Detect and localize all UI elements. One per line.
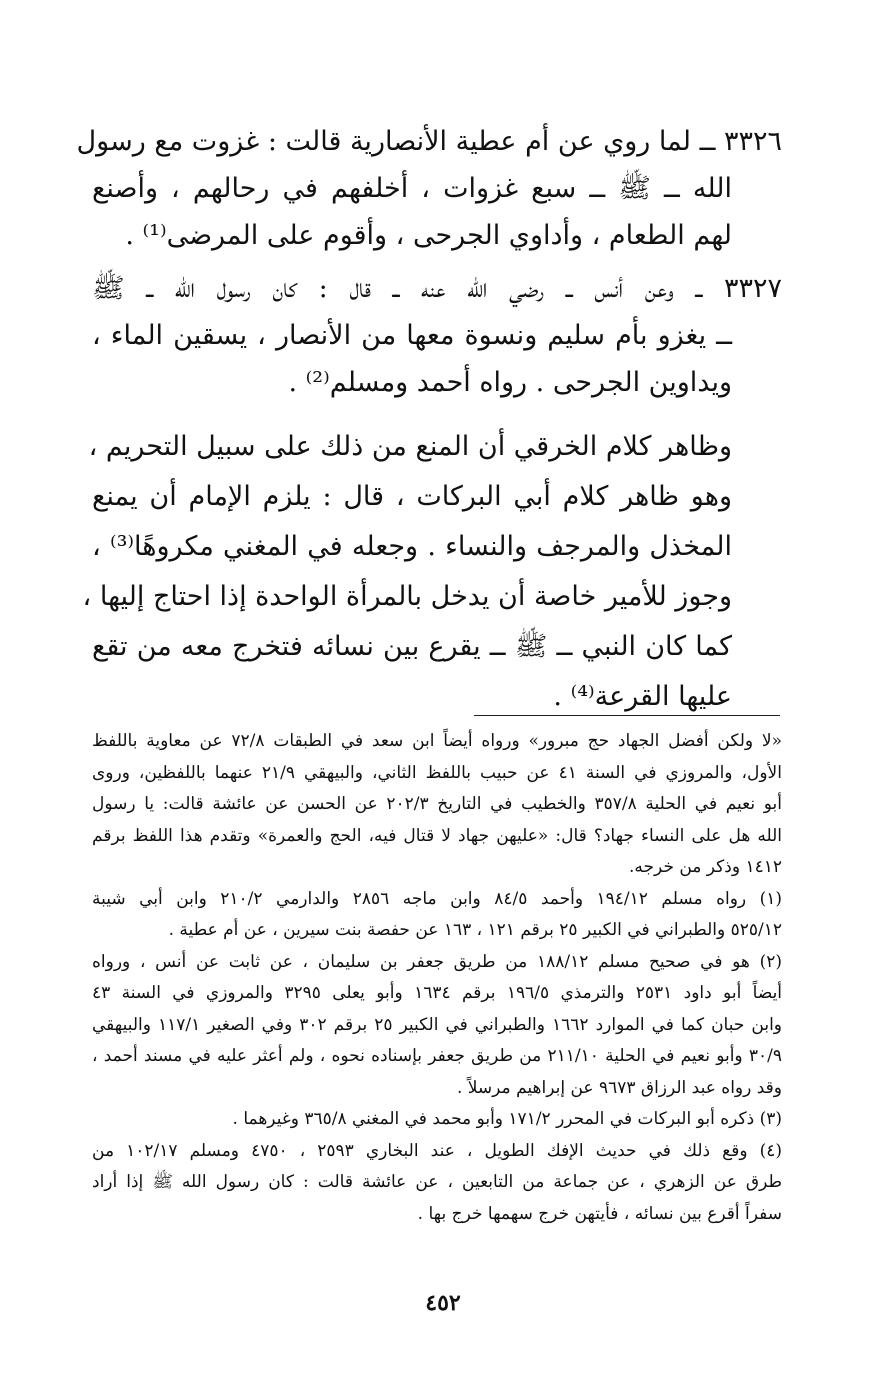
footnote-line: «لا ولكن أفضل الجهاد حج مبرور» ورواه أيضاً ابن سعد في الطبقات ٧٢/٨ عن معاوية باللفظ (92, 731, 782, 751)
footnote-line: الله هل على النساء جهاد؟ قال: «عليهن جهاد لا قتال فيه، الحج والعمرة» وتقدم هذا اللفظ برقم (92, 825, 782, 846)
text-line: ــ يغزو بأم سليم ونسوة معها من الأنصار ، يسقين الماء ، (92, 320, 732, 351)
main-text (76, 118, 782, 722)
footnote-line: (٤) وقع ذلك في حديث الإفك الطويل ، عند البخاري ٢٥٩٣ ، ٤٧٥٠ ومسلم ١٠٢/١٧ من (92, 1140, 783, 1161)
footnote-line: ٥٢٥/١٢ والطبراني في الكبير ٢٥ برقم ١٢١ ، ١٦٣ عن حفصة بنت سيرين ، عن أم عطية . (168, 920, 782, 940)
footnote-line: وقد رواه عبد الرزاق ٩٦٧٣ عن إبراهيم مرسلاً . (456, 1077, 782, 1098)
footnote-line: أبو نعيم في الحلية ٣٥٧/٨ والخطيب في التاريخ ٢٠٢/٣ عن الحسن عن عائشة قالت: يا رسول (92, 794, 782, 814)
footnote-line: وابن حبان كما في الموارد ١٦٦٢ والطبراني في الكبير ٢٥ برقم ٣٠٢ وفي الصغير ١١٧/١ والبيهقي (92, 1014, 783, 1035)
text-line: لهم الطعام ، وأداوي الجرحى ، وأقوم على المرضى⁽¹⁾ . (125, 220, 732, 251)
text-line: وجوز للأمير خاصة أن يدخل بالمرأة الواحدة إذا احتاج إليها ، (82, 581, 732, 612)
footnote-line: سفراً أقرع بين نسائه ، فأيتهن خرج سهمها خرج بها . (417, 1203, 782, 1224)
commentary-paragraph (82, 422, 782, 722)
footnote-3 (92, 1104, 782, 1136)
hadith-3326 (76, 118, 782, 259)
footnote-2 (92, 947, 782, 1105)
text-line: ٣٣٢٦ ــ لما روي عن أم عطية الأنصارية قالت : غزوت مع رسول (76, 126, 782, 157)
footnote-line: أيضاً أبو داود ٢٥٣١ والترمذي ١٩٦/٥ برقم ١٦٣٤ وأبو يعلى ٣٢٩٥ والمروزي في السنة ٤٣ (92, 983, 783, 1003)
footnote-line: (١) رواه مسلم ١٩٤/١٢ وأحمد ٨٤/٥ وابن ماجه ٢٨٥٦ والدارمي ٢١٠/٢ وابن أبي شيبة (92, 888, 783, 909)
text-line: وظاهر كلام الخرقي أن المنع من ذلك على سبيل التحريم ، (88, 431, 732, 462)
hadith-3327 (92, 265, 782, 406)
text-line: الله ــ ﷺ ــ سبع غزوات ، أخلفهم في رحالهم ، وأصنع (92, 173, 732, 204)
footnote-line: (٣) ذكره أبو البركات في المحرر ١٧١/٢ وأبو محمد في المغني ٣٦٥/٨ وغيرهما . (232, 1109, 782, 1129)
footnote-separator (474, 715, 780, 716)
footnote-4 (92, 1136, 782, 1231)
footnote-line: طرق عن الزهري ، عن جماعة من التابعين ، عن عائشة قالت : كان رسول الله ﷺ إذا أراد (92, 1172, 782, 1192)
footnote-1 (92, 884, 782, 947)
text-line: المخذل والمرجف والنساء . وجعله في المغني مكروهًا⁽³⁾ ، (92, 531, 732, 562)
page-number: ٤٥٢ (425, 1290, 461, 1316)
footnotes (92, 726, 782, 1230)
footnote-continuation (92, 726, 782, 884)
footnote-line: (٢) هو في صحيح مسلم ١٨٨/١٢ من طريق جعفر بن سليمان ، عن ثابت عن أنس ، ورواه (92, 951, 783, 972)
text-line: وهو ظاهر كلام أبي البركات ، قال : يلزم الإمام أن يمنع (92, 481, 732, 512)
footnote-line: الأول، والمروزي في السنة ٤١ عن حبيب باللفظ الثاني، والبيهقي ٢١/٩ عنهما باللفظين، وروى (92, 762, 782, 783)
text-line: ٣٣٢٧ ــ وعن أنس ــ رضي الله عنه ــ قال : كان رسول الله ــ ﷺ (92, 273, 782, 304)
footnote-line: ٣٠/٩ وأبو نعيم في الحلية ٢١١/١٠ من طريق جعفر بإسناده نحوه ، ولم أعثر عليه في مسند أحمد ، (92, 1046, 782, 1066)
text-line: كما كان النبي ــ ﷺ ــ يقرع بين نسائه فتخرج معه من تقع (92, 631, 732, 662)
text-line: ويداوين الجرحى . رواه أحمد ومسلم⁽²⁾ . (288, 367, 732, 398)
footnote-line: ١٤١٢ وذكر من خرجه. (629, 857, 782, 877)
text-line: عليها القرعة⁽⁴⁾ . (553, 681, 732, 712)
